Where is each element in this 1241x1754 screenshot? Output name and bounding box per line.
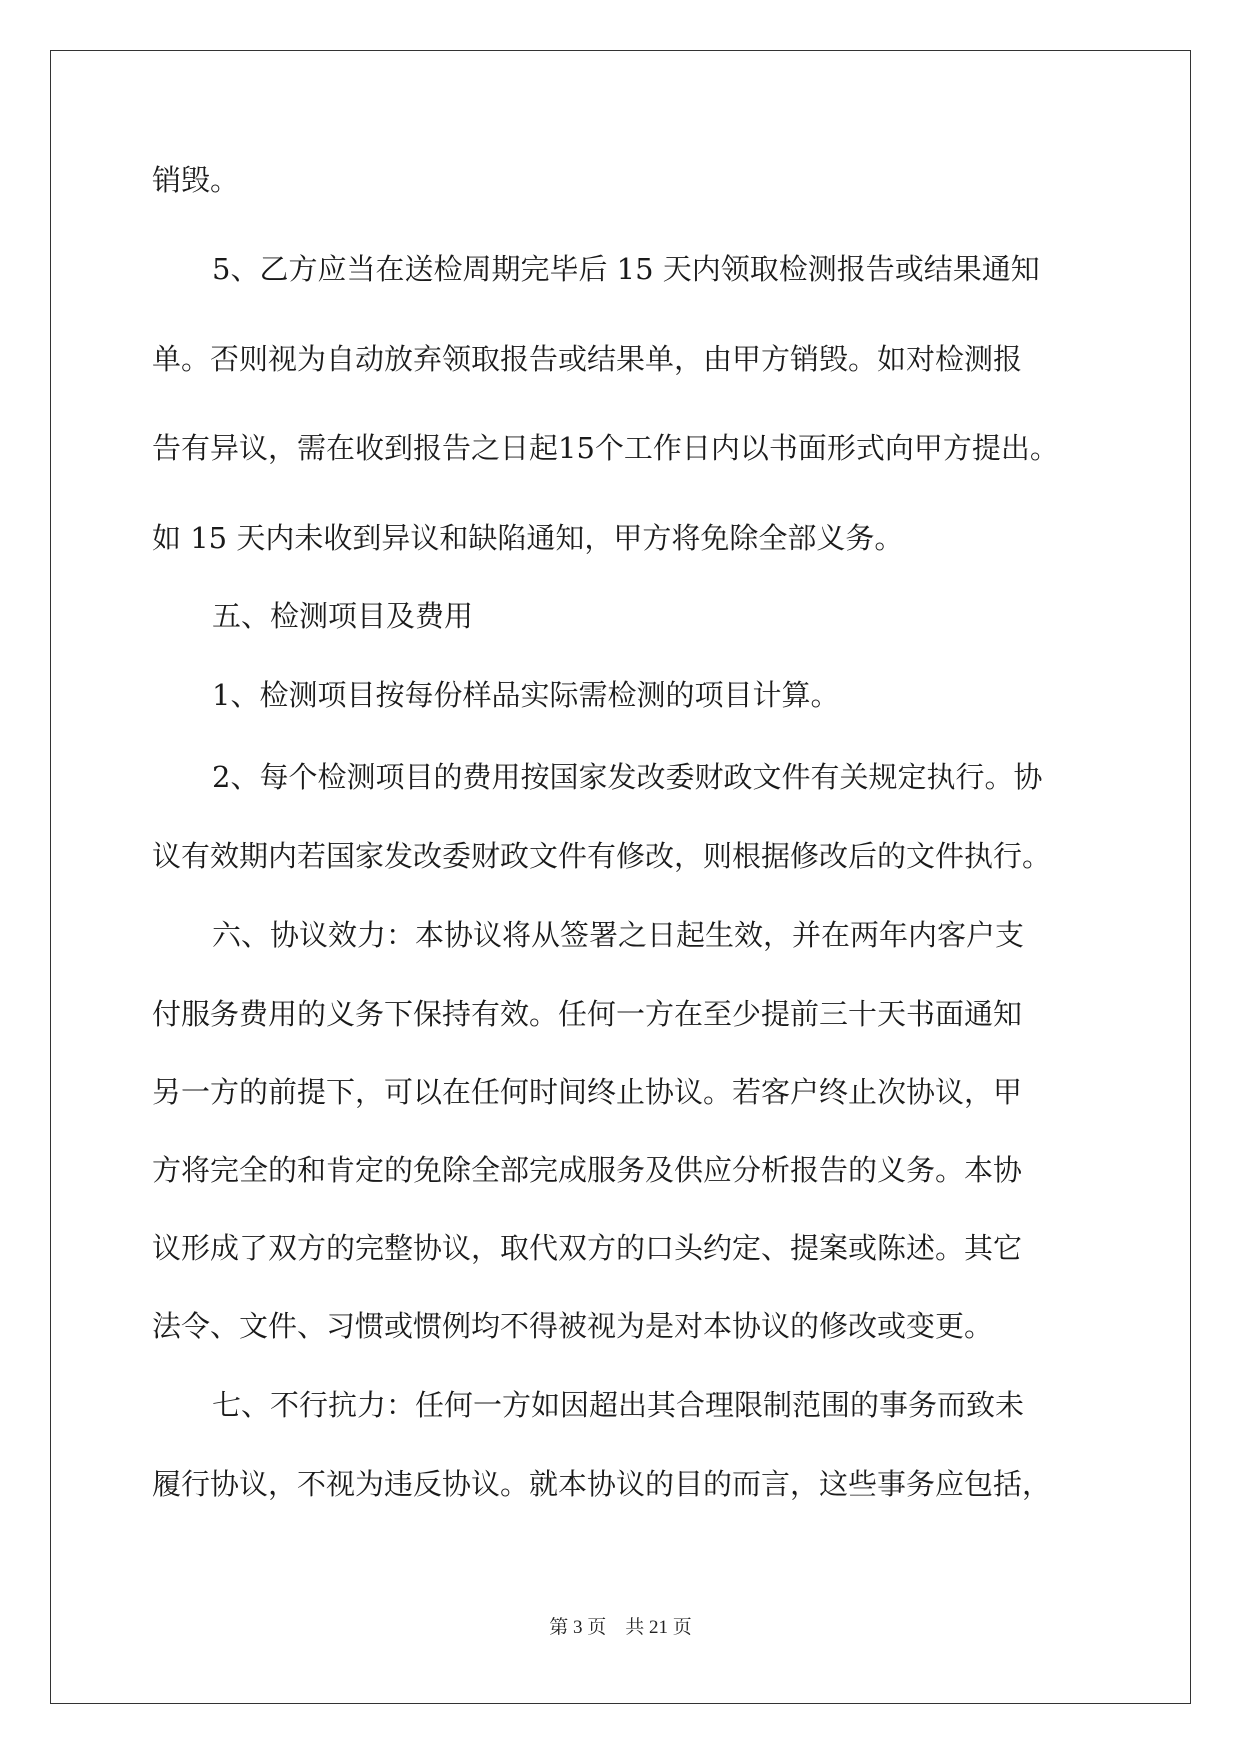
text-line: 法令、文件、习惯或惯例均不得被视为是对本协议的修改或变更。 (152, 1309, 994, 1343)
text-line: 付服务费用的义务下保持有效。任何一方在至少提前三十天书面通知 (152, 997, 1023, 1031)
text-line: 另一方的前提下，可以在任何时间终止协议。若客户终止次协议，甲 (152, 1075, 1023, 1109)
text-line: 2、每个检测项目的费用按国家发改委财政文件有关规定执行。协 (212, 760, 1043, 794)
text-line: 议有效期内若国家发改委财政文件有修改，则根据修改后的文件执行。 (152, 839, 1052, 873)
text-line: 方将完全的和肯定的免除全部完成服务及供应分析报告的义务。本协 (152, 1153, 1023, 1187)
text-line: 单。否则视为自动放弃领取报告或结果单，由甲方销毁。如对检测报 (152, 342, 1023, 376)
text-line: 七、不行抗力：任何一方如因超出其合理限制范围的事务而致未 (212, 1388, 1025, 1422)
text-line: 销毁。 (152, 163, 240, 197)
page-number-footer: 第 3 页 共 21 页 (549, 1617, 692, 1638)
text-line: 告有异议，需在收到报告之日起15个工作日内以书面形式向甲方提出。 (152, 431, 1059, 465)
text-line: 如 15 天内未收到异议和缺陷通知，甲方将免除全部义务。 (152, 521, 904, 555)
page-border (50, 50, 1191, 1704)
text-line: 5、乙方应当在送检周期完毕后 15 天内领取检测报告或结果通知 (212, 252, 1040, 286)
text-line: 议形成了双方的完整协议，取代双方的口头约定、提案或陈述。其它 (152, 1231, 1023, 1265)
text-line: 1、检测项目按每份样品实际需检测的项目计算。 (212, 678, 840, 712)
text-line: 履行协议，不视为违反协议。就本协议的目的而言，这些事务应包括， (152, 1467, 1052, 1501)
text-line: 六、协议效力：本协议将从签署之日起生效，并在两年内客户支 (212, 918, 1025, 952)
section-heading: 五、检测项目及费用 (212, 599, 474, 633)
